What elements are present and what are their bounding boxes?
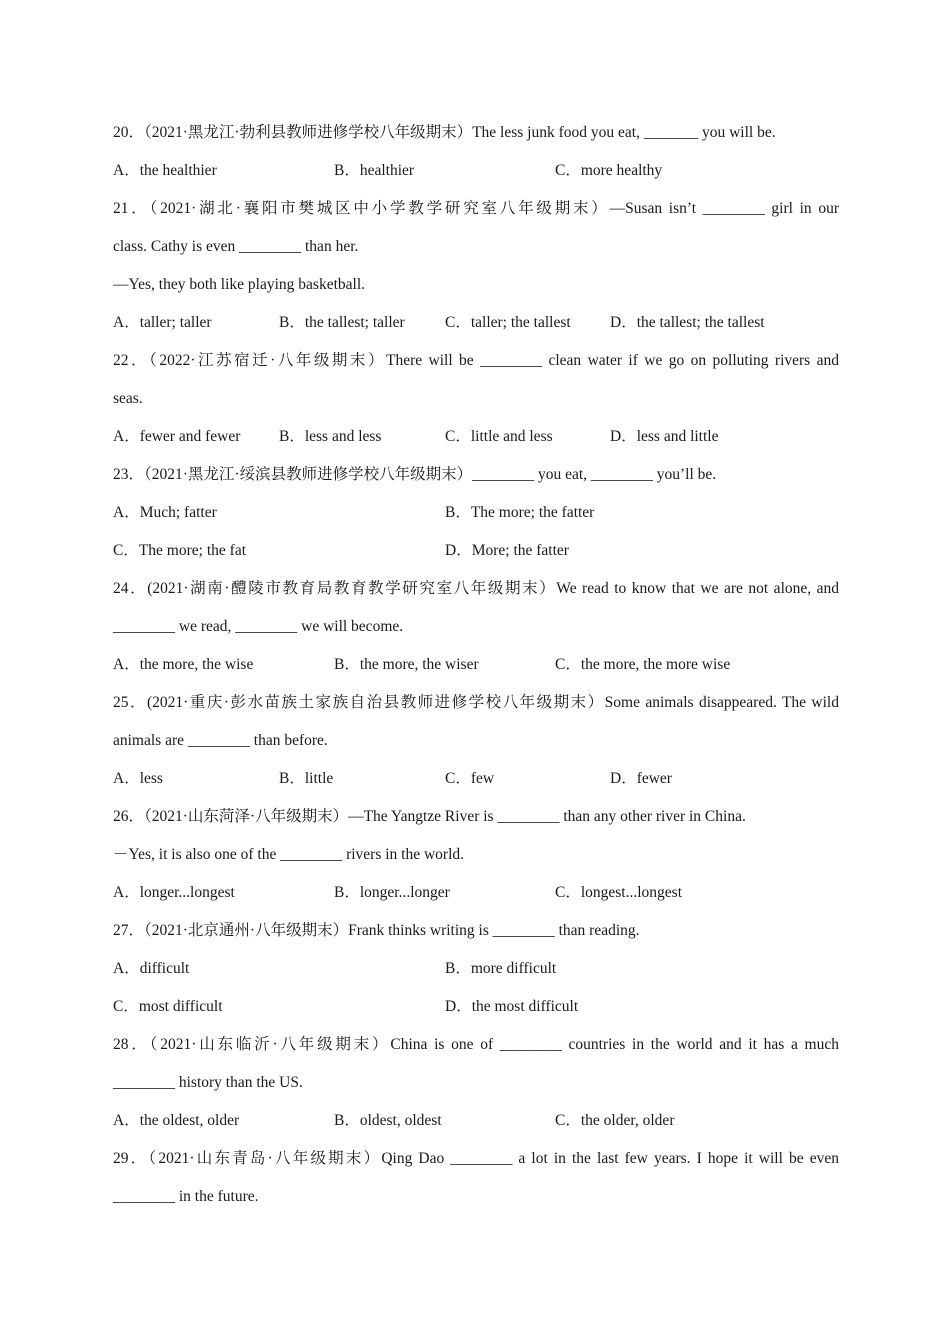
question-23-line-1: 23．（2021·黑龙江·绥滨县教师进修学校八年级期末）________ you eat, ________ you’ll be. [113, 466, 717, 483]
question-20-option-a: A．the healthier [113, 162, 217, 179]
question-25-line-1: 25．(2021·重庆·彭水苗族土家族自治县教师进修学校八年级期末）Some animals disappeared. The wild [113, 694, 839, 711]
question-23-option-b: B．The more; the fatter [445, 504, 595, 521]
question-25-option-c: C．few [445, 770, 495, 787]
question-22-option-c: C．little and less [445, 428, 553, 445]
question-20-option-c: C．more healthy [555, 162, 663, 179]
question-22-line-1: 22．（2022·江苏宿迁·八年级期末）There will be ________ clean water if we go on polluting rivers and [113, 352, 839, 369]
question-25-option-a: A．less [113, 770, 163, 787]
question-27-line-1: 27．（2021·北京通州·八年级期末）Frank thinks writing is ________ than reading. [113, 922, 640, 939]
question-23-option-d: D．More; the fatter [445, 542, 569, 559]
question-28-option-b: B．oldest, oldest [334, 1112, 442, 1129]
question-28-option-c: C．the older, older [555, 1112, 675, 1129]
question-22-option-d: D．less and little [610, 428, 719, 445]
question-22-line-2: seas. [113, 390, 143, 407]
question-26-line-1: 26．（2021·山东菏泽·八年级期末）—The Yangtze River is ________ than any other river in China. [113, 808, 746, 825]
question-24-option-b: B．the more, the wiser [334, 656, 479, 673]
question-25-option-b: B．little [279, 770, 334, 787]
question-29-line-2: ________ in the future. [113, 1188, 259, 1205]
question-24-line-2: ________ we read, ________ we will become. [113, 618, 404, 635]
question-26-line-2: －Yes, it is also one of the ________ rivers in the world. [113, 846, 465, 863]
question-22-option-b: B．less and less [279, 428, 382, 445]
question-26-option-b: B．longer...longer [334, 884, 450, 901]
question-21-option-d: D．the tallest; the tallest [610, 314, 765, 331]
question-26-option-c: C．longest...longest [555, 884, 683, 901]
question-25-line-2: animals are ________ than before. [113, 732, 328, 749]
question-24-line-1: 24．(2021·湖南·醴陵市教育局教育教学研究室八年级期末）We read to know that we are not alone, and [113, 580, 839, 597]
question-28-line-1: 28．（2021·山东临沂·八年级期末）China is one of ________ countries in the world and it has a much [113, 1036, 839, 1053]
question-27-option-c: C．most difficult [113, 998, 223, 1015]
question-20-line-1: 20．（2021·黑龙江·勃利县教师进修学校八年级期末）The less junk food you eat, _______ you will be. [113, 124, 776, 141]
question-21-line-3: —Yes, they both like playing basketball. [113, 276, 365, 293]
question-22-option-a: A．fewer and fewer [113, 428, 241, 445]
question-23-option-c: C．The more; the fat [113, 542, 246, 559]
question-25-option-d: D．fewer [610, 770, 672, 787]
question-21-option-a: A．taller; taller [113, 314, 212, 331]
question-29-line-1: 29．（2021·山东青岛·八年级期末）Qing Dao ________ a lot in the last few years. I hope it will be even [113, 1150, 839, 1167]
question-27-option-a: A．difficult [113, 960, 190, 977]
question-20-option-b: B．healthier [334, 162, 415, 179]
question-26-option-a: A．longer...longest [113, 884, 235, 901]
question-21-option-b: B．the tallest; taller [279, 314, 405, 331]
question-27-option-d: D．the most difficult [445, 998, 579, 1015]
question-23-option-a: A．Much; fatter [113, 504, 217, 521]
question-24-option-a: A．the more, the wise [113, 656, 254, 673]
question-21-line-2: class. Cathy is even ________ than her. [113, 238, 359, 255]
question-28-line-2: ________ history than the US. [113, 1074, 303, 1091]
question-24-option-c: C．the more, the more wise [555, 656, 731, 673]
question-21-line-1: 21．（2021·湖北·襄阳市樊城区中小学教学研究室八年级期末）—Susan isn’t ________ girl in our [113, 200, 839, 217]
question-27-option-b: B．more difficult [445, 960, 557, 977]
question-21-option-c: C．taller; the tallest [445, 314, 571, 331]
question-28-option-a: A．the oldest, older [113, 1112, 240, 1129]
